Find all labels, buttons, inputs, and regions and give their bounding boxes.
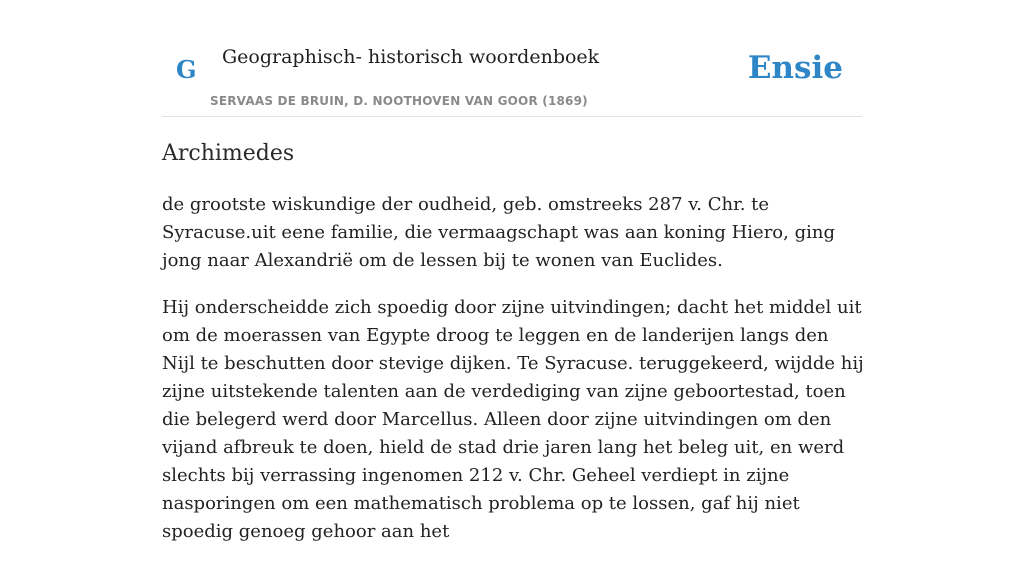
source-authors: SERVAAS DE BRUIN, D. NOOTHOVEN VAN GOOR (1869) — [210, 94, 588, 108]
source-header — [162, 30, 862, 117]
article — [162, 138, 864, 565]
source-book-title[interactable]: Geographisch- historisch woordenboek — [222, 46, 600, 68]
source-logo-link[interactable]: G — [176, 55, 197, 84]
article-paragraph: Hij onderscheidde zich spoedig door zijne uitvindingen; dacht het middel uit om de moerassen van Egypte droog te leggen en de landerijen langs den Nijl te beschutten door stevige dijken. Te Syracuse. teruggekeerd, wijdde hij zijne uitstekende talenten aan de verdediging van zijne geboortestad, toen die belegerd werd door Marcellus. Alleen door zijne uitvindingen om den vijand afbreuk te doen, hield de stad drie jaren lang het beleg uit, en werd slechts bij verrassing ingenomen 212 v. Chr. Geheel verdiept in zijne nasporingen om een mathematisch problema op te lossen, gaf hij niet spoedig genoeg gehoor aan het — [162, 297, 864, 542]
brand-logo-link[interactable]: Ensie — [747, 50, 843, 86]
article-title: Archimedes — [162, 141, 295, 166]
article-paragraph: de grootste wiskundige der oudheid, geb. omstreeks 287 v. Chr. te Syracuse.uit eene familie, die vermaagschapt was aan koning Hiero, ging jong naar Alexandrië om de lessen bij te wonen van Euclides. — [162, 194, 835, 271]
